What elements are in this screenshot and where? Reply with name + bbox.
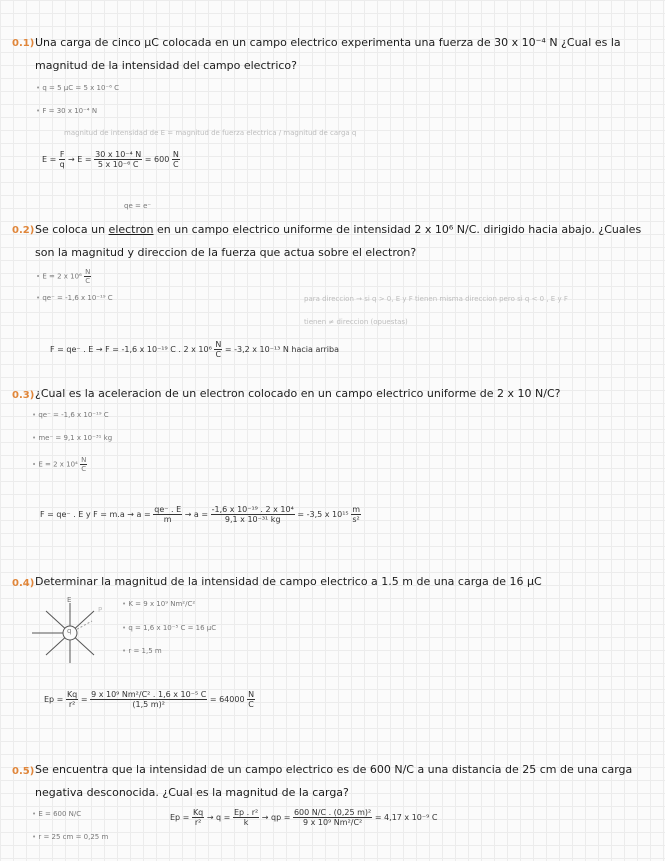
problem-4-given-1: • K = 9 x 10⁹ Nm²/C² (122, 600, 196, 608)
problem-1-given-1: • q = 5 μC = 5 x 10⁻⁶ C (36, 84, 120, 92)
problem-1-number: 0.1) (12, 38, 35, 49)
problem-1-given-2: • F = 30 x 10⁻⁴ N (36, 107, 98, 115)
problem-2-given-2: • qe⁻ = -1,6 x 10⁻¹⁹ C (36, 294, 113, 302)
diagram-charge-q: q (67, 627, 72, 635)
problem-5-given-2: • r = 25 cm = 0,25 m (32, 833, 109, 841)
problem-4-work: Ep = $\frac{Kq}{\text{r²}}$ = $\frac{\text{9 x 10⁹ Nm²/C² . 1,6 x 10⁻⁵ C}}{\text{(1,5 m)²}}$ = 64000 $\frac{N}{C}$ (44, 690, 255, 709)
problem-3-number: 0.3) (12, 390, 35, 401)
problem-4-number: 0.4) (12, 578, 35, 589)
problem-5-work: Ep = $\frac{Kq}{\text{r²}}$ → q = $\frac{\text{Ep . r²}}{k}$ → qp = $\frac{\text{600 N/C . (0,25 m)²}}{\text{9 x 10⁹ Nm²/C²}}$ = 4,17 x 10⁻⁹ C (170, 808, 438, 827)
problem-3-given-3: • E = 2 x 10⁴ $\frac{N}{C}$ (32, 456, 87, 473)
problem-5-given-1: • E = 600 N/C (32, 810, 82, 818)
diagram-point-p: P (98, 606, 103, 614)
problem-4-question-line1: Determinar la magnitud de la intensidad de campo electrico a 1.5 m de una carga de 16 μC (35, 575, 542, 588)
problem-4-given-3: • r = 1,5 m (122, 647, 162, 655)
problem-5-question-line2: negativa desconocida. ¿Cual es la magnitud de la carga? (35, 786, 349, 799)
problem-2-given-1: • E = 2 x 10⁶ $\frac{N}{C}$ (36, 268, 91, 285)
problem-3-work: F = qe⁻ . E y F = m.a → a = $\frac{qe^- . E}{m}$ → a = $\frac{\text{-1,6 x 10⁻¹⁹ . 2 x 10⁴}}{\text{9,1 x 10⁻³¹ kg}}$ = -3,5 x 10¹⁵ $\frac{m}{\text{s²}}$ (40, 505, 360, 524)
problem-3-given-2: • me⁻ = 9,1 x 10⁻³¹ kg (32, 434, 113, 442)
diagram-vector-e: E (67, 596, 72, 604)
problem-2-work: F = qe⁻ . E → F = -1,6 x 10⁻¹⁹ C . 2 x 10⁶ $\frac{N}{C}$ = -3,2 x 10⁻¹³ N hacia arriba (50, 340, 340, 359)
problem-2-question-line1: Se coloca un electron en un campo electrico uniforme de intensidad 2 x 10⁶ N/C. dirigido hacia abajo. ¿Cuales (35, 223, 642, 236)
problem-3-question-line1: ¿Cual es la aceleracion de un electron colocado en un campo electrico uniforme de 2 x 10 N/C? (35, 387, 561, 400)
problem-2-question-line2: son la magnitud y direccion de la fuerza que actua sobre el electron? (35, 246, 417, 259)
problem-1-work: E = $\frac{F}{q}$ → E = $\frac{\text{30 x 10⁻⁴ N}}{\text{5 x 10⁻⁶ C}}$ = 600 $\frac{N}{C}$ (42, 150, 179, 169)
problem-1-question-line1: Una carga de cinco μC colocada en un campo electrico experimenta una fuerza de 30 x 10⁻⁴ N ¿Cual es la (35, 36, 621, 49)
problem-5-question-line1: Se encuentra que la intensidad de un campo electrico es de 600 N/C a una distancia de 25 cm de una carga (35, 763, 633, 776)
problem-2-number: 0.2) (12, 225, 35, 236)
problem-5-number: 0.5) (12, 766, 35, 777)
problem-1-annotation: magnitud de intensidad de E = magnitud de fuerza electrica / magnitud de carga q (64, 129, 357, 137)
problem-2-top-note: qe = e⁻ (124, 202, 152, 210)
problem-3-given-1: • qe⁻ = -1,6 x 10⁻¹⁹ C (32, 411, 109, 419)
problem-4-given-2: • q = 1,6 x 10⁻⁵ C = 16 μC (122, 624, 217, 632)
problem-2-side-note-1: para direccion → si q > 0, E y F tienen misma direccion pero si q < 0 , E y F (304, 295, 568, 303)
problem-1-question-line2: magnitud de la intensidad del campo electrico? (35, 59, 298, 72)
problem-2-side-note-2: tienen ≠ direccion (opuestas) (304, 318, 408, 326)
